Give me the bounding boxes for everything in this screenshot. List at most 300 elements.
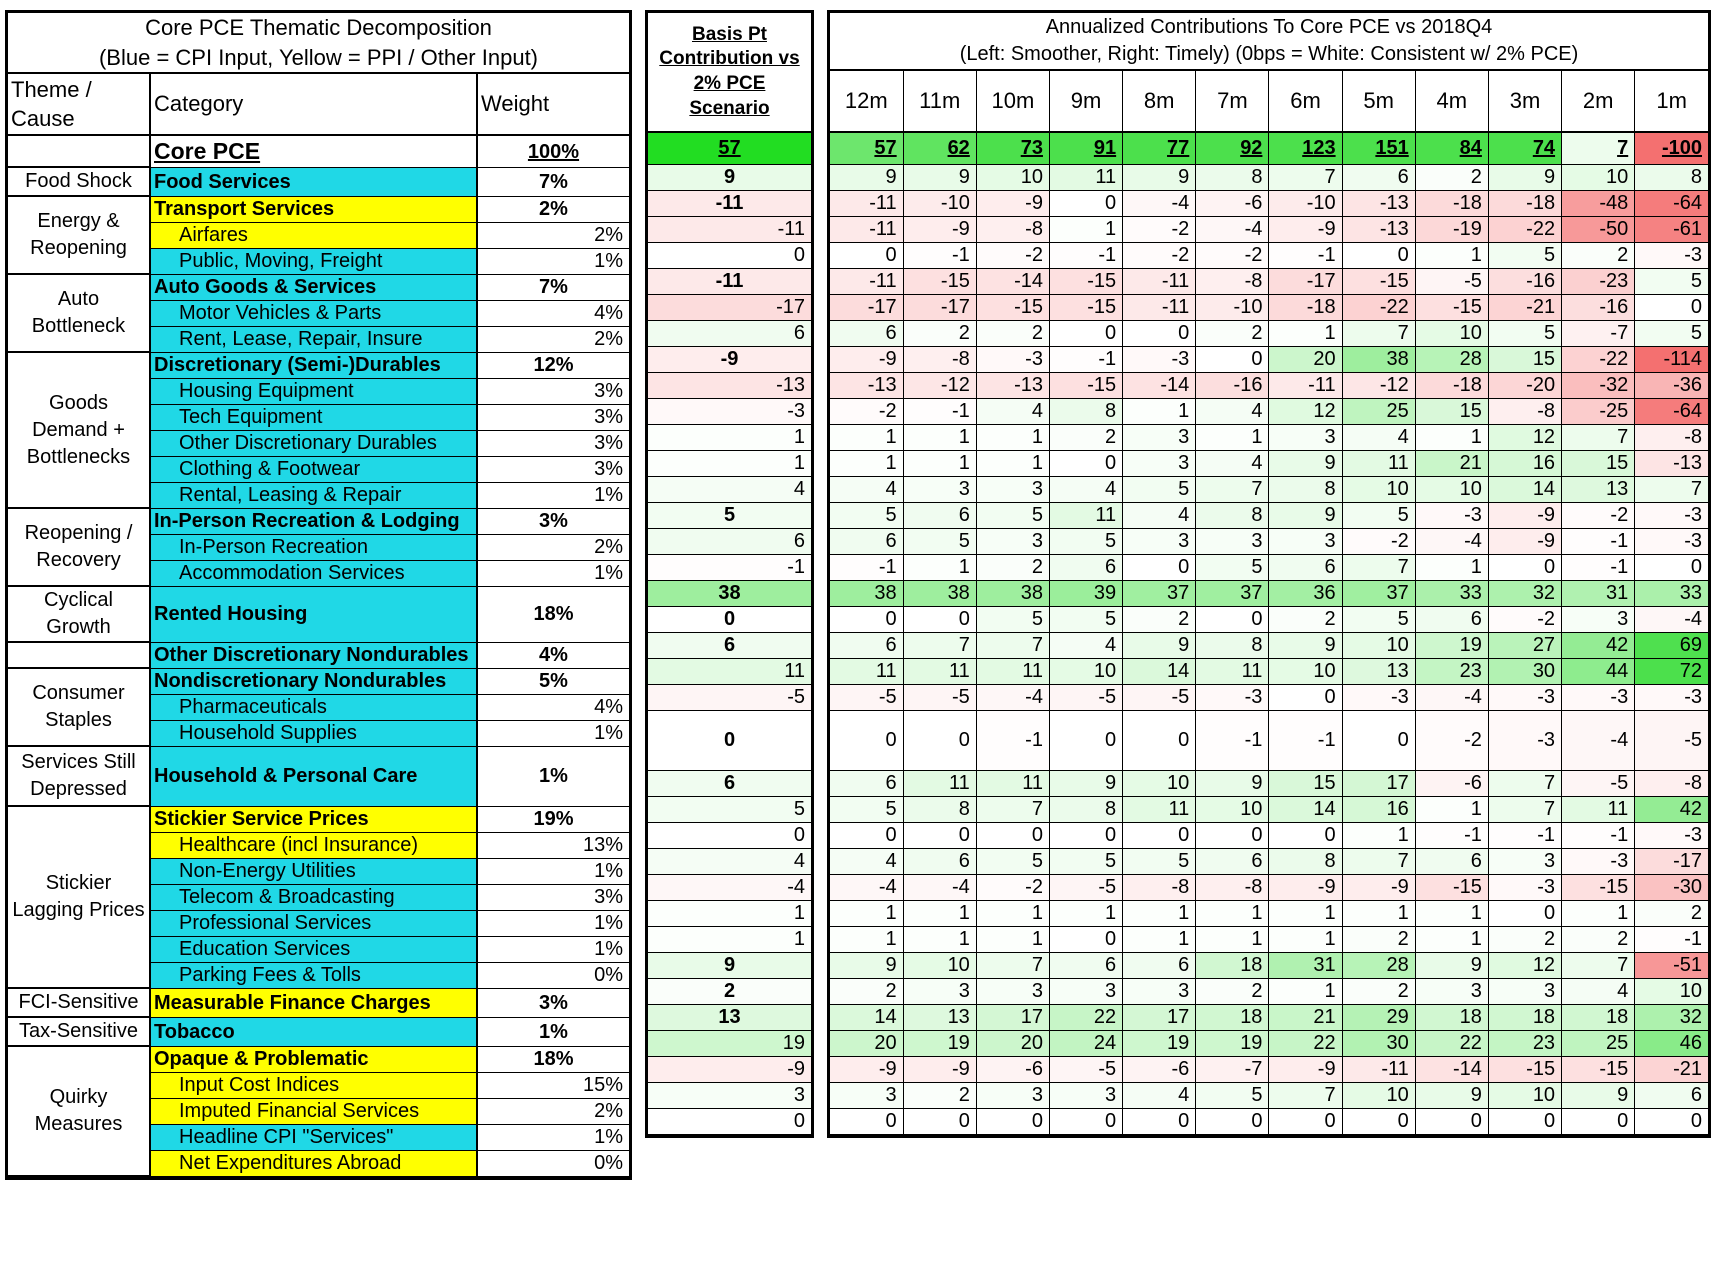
- weight-value: 19%: [477, 806, 629, 832]
- contribution-value: 7: [976, 952, 1049, 978]
- contribution-value: -8: [1123, 874, 1196, 900]
- category-label: Measurable Finance Charges: [150, 988, 477, 1017]
- category-label: Input Cost Indices: [150, 1072, 477, 1098]
- contribution-value: 23: [1415, 658, 1488, 684]
- contribution-value: 3: [1269, 528, 1342, 554]
- contribution-value: 20: [976, 1030, 1049, 1056]
- contribution-value: 3: [1269, 424, 1342, 450]
- contribution-value: 2: [1196, 978, 1269, 1004]
- contribution-value: 22: [1415, 1030, 1488, 1056]
- contribution-value: -11: [830, 216, 903, 242]
- contribution-value: -9: [830, 346, 903, 372]
- contribution-value: 1: [1269, 926, 1342, 952]
- contribution-value: 30: [1342, 1030, 1415, 1056]
- contribution-value: 1: [976, 450, 1049, 476]
- contribution-value: -100: [1635, 132, 1708, 164]
- contribution-row: [830, 952, 1708, 978]
- contribution-value: -8: [976, 216, 1049, 242]
- contribution-value: 11: [976, 770, 1049, 796]
- contribution-value: 32: [1635, 1004, 1708, 1030]
- contribution-row: [830, 268, 1708, 294]
- contribution-value: -4: [830, 874, 903, 900]
- contribution-value: 1: [1269, 320, 1342, 346]
- contribution-value: 6: [1415, 606, 1488, 632]
- basis-value: 6: [648, 528, 811, 554]
- contribution-value: -14: [1123, 372, 1196, 398]
- period-header: 4m: [1415, 70, 1488, 132]
- contributions-table: [830, 13, 1708, 1135]
- theme-label: Auto Bottleneck: [8, 274, 150, 352]
- table-row: [8, 274, 629, 300]
- contribution-value: 6: [830, 528, 903, 554]
- contribution-value: 8: [1269, 848, 1342, 874]
- contribution-value: 6: [1635, 1082, 1708, 1108]
- contribution-value: -25: [1562, 398, 1635, 424]
- contribution-value: 25: [1562, 1030, 1635, 1056]
- category-label: Airfares: [150, 222, 477, 248]
- contribution-value: -1: [903, 242, 976, 268]
- basis-row: [648, 372, 811, 398]
- contribution-value: -11: [830, 268, 903, 294]
- contribution-value: -3: [1635, 822, 1708, 848]
- contribution-value: 0: [1196, 606, 1269, 632]
- contribution-value: 1: [1415, 796, 1488, 822]
- weight-value: 4%: [477, 642, 629, 668]
- period-header: 12m: [830, 70, 903, 132]
- contribution-value: 0: [830, 606, 903, 632]
- contribution-value: -36: [1635, 372, 1708, 398]
- contribution-value: -3: [1635, 528, 1708, 554]
- category-label: Tobacco: [150, 1017, 477, 1046]
- category-label: Nondiscretionary Nondurables: [150, 668, 477, 694]
- table-row: [8, 746, 629, 806]
- contribution-value: 12: [1488, 952, 1561, 978]
- basis-row: [648, 658, 811, 684]
- contribution-value: 5: [1123, 848, 1196, 874]
- contribution-value: -51: [1635, 952, 1708, 978]
- basis-row: [648, 710, 811, 770]
- contribution-value: 6: [903, 502, 976, 528]
- contribution-value: 3: [976, 1082, 1049, 1108]
- basis-row: [648, 320, 811, 346]
- contribution-value: -10: [1196, 294, 1269, 320]
- contribution-value: 3: [1488, 848, 1561, 874]
- table-row: [8, 642, 629, 668]
- contribution-value: -2: [1488, 606, 1561, 632]
- contribution-value: 72: [1635, 658, 1708, 684]
- category-label: Stickier Service Prices: [150, 806, 477, 832]
- contribution-value: -1: [830, 554, 903, 580]
- contribution-value: -1: [1049, 242, 1122, 268]
- contribution-value: -9: [1488, 528, 1561, 554]
- period-header: 3m: [1488, 70, 1561, 132]
- contribution-value: 1: [1415, 926, 1488, 952]
- weight-value: 3%: [477, 404, 629, 430]
- contribution-value: 6: [1123, 952, 1196, 978]
- contribution-value: 2: [1488, 926, 1561, 952]
- contribution-value: 5: [1196, 1082, 1269, 1108]
- weight-value: 1%: [477, 248, 629, 274]
- contribution-value: 3: [1562, 606, 1635, 632]
- contribution-value: -114: [1635, 346, 1708, 372]
- contribution-value: 20: [1269, 346, 1342, 372]
- contribution-value: 5: [1488, 320, 1561, 346]
- contribution-value: 1: [830, 424, 903, 450]
- contribution-value: 0: [1123, 710, 1196, 770]
- contribution-row: [830, 372, 1708, 398]
- contribution-value: -32: [1562, 372, 1635, 398]
- basis-row: [648, 822, 811, 848]
- contribution-value: -10: [903, 190, 976, 216]
- weight-value: 1%: [477, 910, 629, 936]
- contribution-value: 7: [1342, 848, 1415, 874]
- contribution-value: 1: [1123, 900, 1196, 926]
- contribution-row: [830, 848, 1708, 874]
- category-label: Tech Equipment: [150, 404, 477, 430]
- contribution-value: 11: [830, 658, 903, 684]
- contribution-value: 3: [903, 978, 976, 1004]
- contribution-value: 0: [1635, 554, 1708, 580]
- basis-value: 9: [648, 952, 811, 978]
- contribution-value: 0: [1269, 684, 1342, 710]
- contribution-value: 7: [976, 796, 1049, 822]
- weight-value: 7%: [477, 167, 629, 196]
- contribution-value: -5: [1123, 684, 1196, 710]
- contribution-value: 0: [1049, 926, 1122, 952]
- contribution-value: -16: [1196, 372, 1269, 398]
- contribution-value: -11: [830, 190, 903, 216]
- weight-value: 18%: [477, 1046, 629, 1072]
- contribution-value: 4: [976, 398, 1049, 424]
- theme-label: Food Shock: [8, 167, 150, 196]
- contribution-value: 37: [1196, 580, 1269, 606]
- contribution-value: 20: [830, 1030, 903, 1056]
- contribution-value: 33: [1415, 580, 1488, 606]
- contribution-value: -3: [1635, 684, 1708, 710]
- contribution-value: 38: [830, 580, 903, 606]
- contribution-value: 123: [1269, 132, 1342, 164]
- contribution-value: 38: [1342, 346, 1415, 372]
- contribution-row: [830, 580, 1708, 606]
- contribution-value: 1: [1342, 822, 1415, 848]
- contribution-value: 9: [1196, 770, 1269, 796]
- contribution-value: 11: [1562, 796, 1635, 822]
- contribution-value: 1: [1196, 424, 1269, 450]
- contribution-value: 77: [1123, 132, 1196, 164]
- contribution-value: 2: [903, 1082, 976, 1108]
- contribution-value: 6: [903, 848, 976, 874]
- basis-row: [648, 132, 811, 164]
- contribution-value: 9: [1269, 450, 1342, 476]
- contribution-value: -9: [830, 1056, 903, 1082]
- basis-table: [648, 13, 811, 1135]
- contribution-value: 22: [1269, 1030, 1342, 1056]
- contribution-value: -8: [1196, 268, 1269, 294]
- contribution-value: 17: [976, 1004, 1049, 1030]
- basis-row: [648, 242, 811, 268]
- contribution-value: 7: [903, 632, 976, 658]
- contribution-value: -6: [1196, 190, 1269, 216]
- table-row: [8, 988, 629, 1017]
- contribution-value: 1: [1196, 900, 1269, 926]
- contribution-value: 9: [1049, 770, 1122, 796]
- contribution-value: 10: [1562, 164, 1635, 190]
- contribution-row: [830, 294, 1708, 320]
- contribution-value: -8: [1488, 398, 1561, 424]
- contribution-value: 46: [1635, 1030, 1708, 1056]
- contribution-value: 11: [1342, 450, 1415, 476]
- contribution-value: -9: [1269, 874, 1342, 900]
- category-label: Headline CPI "Services": [150, 1124, 477, 1150]
- contribution-value: 0: [1488, 900, 1561, 926]
- basis-value: -13: [648, 372, 811, 398]
- contribution-value: -4: [1562, 710, 1635, 770]
- contribution-value: 1: [1562, 900, 1635, 926]
- contribution-value: -1: [1488, 822, 1561, 848]
- contribution-value: 1: [1415, 554, 1488, 580]
- contribution-value: -1: [903, 398, 976, 424]
- contribution-value: 0: [1342, 242, 1415, 268]
- contribution-value: 19: [1415, 632, 1488, 658]
- weight-value: 1%: [477, 482, 629, 508]
- contribution-value: 1: [830, 450, 903, 476]
- contribution-value: 19: [1123, 1030, 1196, 1056]
- contribution-value: 21: [1269, 1004, 1342, 1030]
- contribution-value: -9: [976, 190, 1049, 216]
- basis-value: 6: [648, 320, 811, 346]
- contribution-value: 1: [1415, 242, 1488, 268]
- contribution-value: 1: [976, 424, 1049, 450]
- basis-row: [648, 294, 811, 320]
- contribution-value: 3: [1123, 978, 1196, 1004]
- contribution-value: -16: [1488, 268, 1561, 294]
- contribution-value: 5: [1049, 848, 1122, 874]
- contribution-value: 2: [1342, 926, 1415, 952]
- contribution-value: -7: [1562, 320, 1635, 346]
- contribution-value: -2: [976, 242, 1049, 268]
- contribution-value: -13: [1342, 216, 1415, 242]
- contribution-value: 0: [1635, 294, 1708, 320]
- contribution-value: -1: [1049, 346, 1122, 372]
- contribution-value: 8: [1269, 476, 1342, 502]
- contribution-value: -17: [1269, 268, 1342, 294]
- basis-value: -11: [648, 268, 811, 294]
- contribution-value: 6: [1049, 554, 1122, 580]
- contribution-value: -15: [1415, 294, 1488, 320]
- contribution-value: 9: [903, 164, 976, 190]
- contribution-value: 4: [1049, 476, 1122, 502]
- contribution-value: 15: [1269, 770, 1342, 796]
- contribution-value: 15: [1562, 450, 1635, 476]
- category-label: Auto Goods & Services: [150, 274, 477, 300]
- contribution-value: 3: [830, 1082, 903, 1108]
- basis-value: 2: [648, 978, 811, 1004]
- contribution-value: 33: [1635, 580, 1708, 606]
- basis-row: [648, 476, 811, 502]
- category-label: Rental, Leasing & Repair: [150, 482, 477, 508]
- contribution-value: 3: [1049, 978, 1122, 1004]
- category-label: Healthcare (incl Insurance): [150, 832, 477, 858]
- weight-value: 1%: [477, 858, 629, 884]
- contribution-value: 7: [1488, 770, 1561, 796]
- contribution-value: 5: [1123, 476, 1196, 502]
- contribution-value: -22: [1562, 346, 1635, 372]
- contribution-value: 10: [1635, 978, 1708, 1004]
- contribution-value: 91: [1049, 132, 1122, 164]
- table-row: [8, 196, 629, 222]
- category-label: Rented Housing: [150, 586, 477, 642]
- basis-value: -3: [648, 398, 811, 424]
- contribution-value: -1: [976, 710, 1049, 770]
- basis-value: 0: [648, 242, 811, 268]
- basis-row: [648, 1082, 811, 1108]
- contribution-value: 31: [1562, 580, 1635, 606]
- contribution-value: 22: [1049, 1004, 1122, 1030]
- contribution-value: 11: [1049, 502, 1122, 528]
- category-table: [8, 13, 629, 1177]
- contribution-value: 3: [903, 476, 976, 502]
- contribution-value: -15: [1415, 874, 1488, 900]
- contribution-value: 4: [1123, 1082, 1196, 1108]
- contribution-value: 13: [1562, 476, 1635, 502]
- contribution-value: 5: [830, 796, 903, 822]
- basis-value: -17: [648, 294, 811, 320]
- contribution-value: 3: [1123, 528, 1196, 554]
- category-label: Parking Fees & Tolls: [150, 962, 477, 988]
- weight-value: 13%: [477, 832, 629, 858]
- contribution-value: 2: [830, 978, 903, 1004]
- contribution-value: 10: [903, 952, 976, 978]
- contribution-value: 11: [976, 658, 1049, 684]
- basis-value: 19: [648, 1030, 811, 1056]
- contribution-row: [830, 528, 1708, 554]
- table-row: [8, 167, 629, 196]
- period-header: 10m: [976, 70, 1049, 132]
- contribution-value: 5: [1635, 320, 1708, 346]
- weight-value: 2%: [477, 326, 629, 352]
- contribution-value: -3: [1196, 684, 1269, 710]
- contribution-value: -1: [1562, 528, 1635, 554]
- contribution-value: -5: [1415, 268, 1488, 294]
- weight-value: 0%: [477, 1150, 629, 1176]
- category-label: Other Discretionary Durables: [150, 430, 477, 456]
- basis-row: [648, 164, 811, 190]
- contribution-value: -17: [830, 294, 903, 320]
- contribution-value: 92: [1196, 132, 1269, 164]
- contribution-value: 1: [903, 900, 976, 926]
- contribution-value: 3: [1488, 978, 1561, 1004]
- contribution-value: 5: [1635, 268, 1708, 294]
- contribution-value: -20: [1488, 372, 1561, 398]
- basis-value: -11: [648, 190, 811, 216]
- category-label: Rent, Lease, Repair, Insure: [150, 326, 477, 352]
- basis-value: 11: [648, 658, 811, 684]
- contribution-value: 57: [830, 132, 903, 164]
- contribution-value: 0: [1123, 822, 1196, 848]
- contribution-value: -16: [1562, 294, 1635, 320]
- table-row: [8, 1017, 629, 1046]
- category-label: Core PCE: [150, 135, 477, 167]
- basis-row: [648, 450, 811, 476]
- contribution-value: 10: [1342, 632, 1415, 658]
- weight-value: 2%: [477, 222, 629, 248]
- basis-value: -1: [648, 554, 811, 580]
- contribution-value: 0: [1415, 1108, 1488, 1134]
- contribution-value: 1: [903, 450, 976, 476]
- category-label: Education Services: [150, 936, 477, 962]
- table-row: [8, 1046, 629, 1072]
- category-label: Opaque & Problematic: [150, 1046, 477, 1072]
- basis-row: [648, 848, 811, 874]
- contribution-row: [830, 1004, 1708, 1030]
- contribution-value: 11: [903, 770, 976, 796]
- contribution-row: [830, 1030, 1708, 1056]
- contribution-value: 9: [1415, 952, 1488, 978]
- contribution-value: -18: [1488, 190, 1561, 216]
- contribution-value: 9: [1562, 1082, 1635, 1108]
- basis-value: 4: [648, 476, 811, 502]
- contribution-value: 1: [976, 926, 1049, 952]
- contribution-value: 1: [1049, 216, 1122, 242]
- contribution-row: [830, 822, 1708, 848]
- contribution-value: 2: [1342, 978, 1415, 1004]
- basis-value: 5: [648, 796, 811, 822]
- contribution-value: 8: [1635, 164, 1708, 190]
- basis-value: 1: [648, 450, 811, 476]
- basis-row: [648, 190, 811, 216]
- contribution-row: [830, 476, 1708, 502]
- contribution-value: 0: [903, 606, 976, 632]
- contribution-value: -1: [1415, 822, 1488, 848]
- basis-value: -9: [648, 346, 811, 372]
- contribution-value: -7: [1196, 1056, 1269, 1082]
- contribution-value: 10: [1488, 1082, 1561, 1108]
- left-title: [8, 13, 629, 73]
- weight-value: 1%: [477, 936, 629, 962]
- category-label: Food Services: [150, 167, 477, 196]
- contribution-value: -15: [1488, 1056, 1561, 1082]
- right-panel: [827, 10, 1711, 1138]
- basis-row: [648, 770, 811, 796]
- contribution-value: 38: [903, 580, 976, 606]
- contribution-value: 2: [1049, 424, 1122, 450]
- theme-label: Reopening / Recovery: [8, 508, 150, 586]
- contribution-value: 0: [1196, 822, 1269, 848]
- contribution-value: 0: [1049, 190, 1122, 216]
- contribution-value: -22: [1342, 294, 1415, 320]
- contribution-value: 9: [830, 164, 903, 190]
- category-label: In-Person Recreation & Lodging: [150, 508, 477, 534]
- contribution-value: 0: [1562, 1108, 1635, 1134]
- table-row: [8, 586, 629, 642]
- contribution-value: 74: [1488, 132, 1561, 164]
- contribution-value: 5: [1342, 606, 1415, 632]
- contribution-row: [830, 874, 1708, 900]
- basis-value: -5: [648, 684, 811, 710]
- theme-label: Consumer Staples: [8, 668, 150, 746]
- contribution-value: 7: [1342, 320, 1415, 346]
- basis-value: 0: [648, 1108, 811, 1134]
- contribution-value: -64: [1635, 398, 1708, 424]
- contribution-value: 4: [1196, 450, 1269, 476]
- contribution-value: 5: [830, 502, 903, 528]
- contribution-value: 10: [976, 164, 1049, 190]
- contribution-value: 8: [1196, 164, 1269, 190]
- contribution-value: 2: [903, 320, 976, 346]
- contribution-value: 0: [1049, 710, 1122, 770]
- category-label: Motor Vehicles & Parts: [150, 300, 477, 326]
- contribution-value: 7: [1269, 164, 1342, 190]
